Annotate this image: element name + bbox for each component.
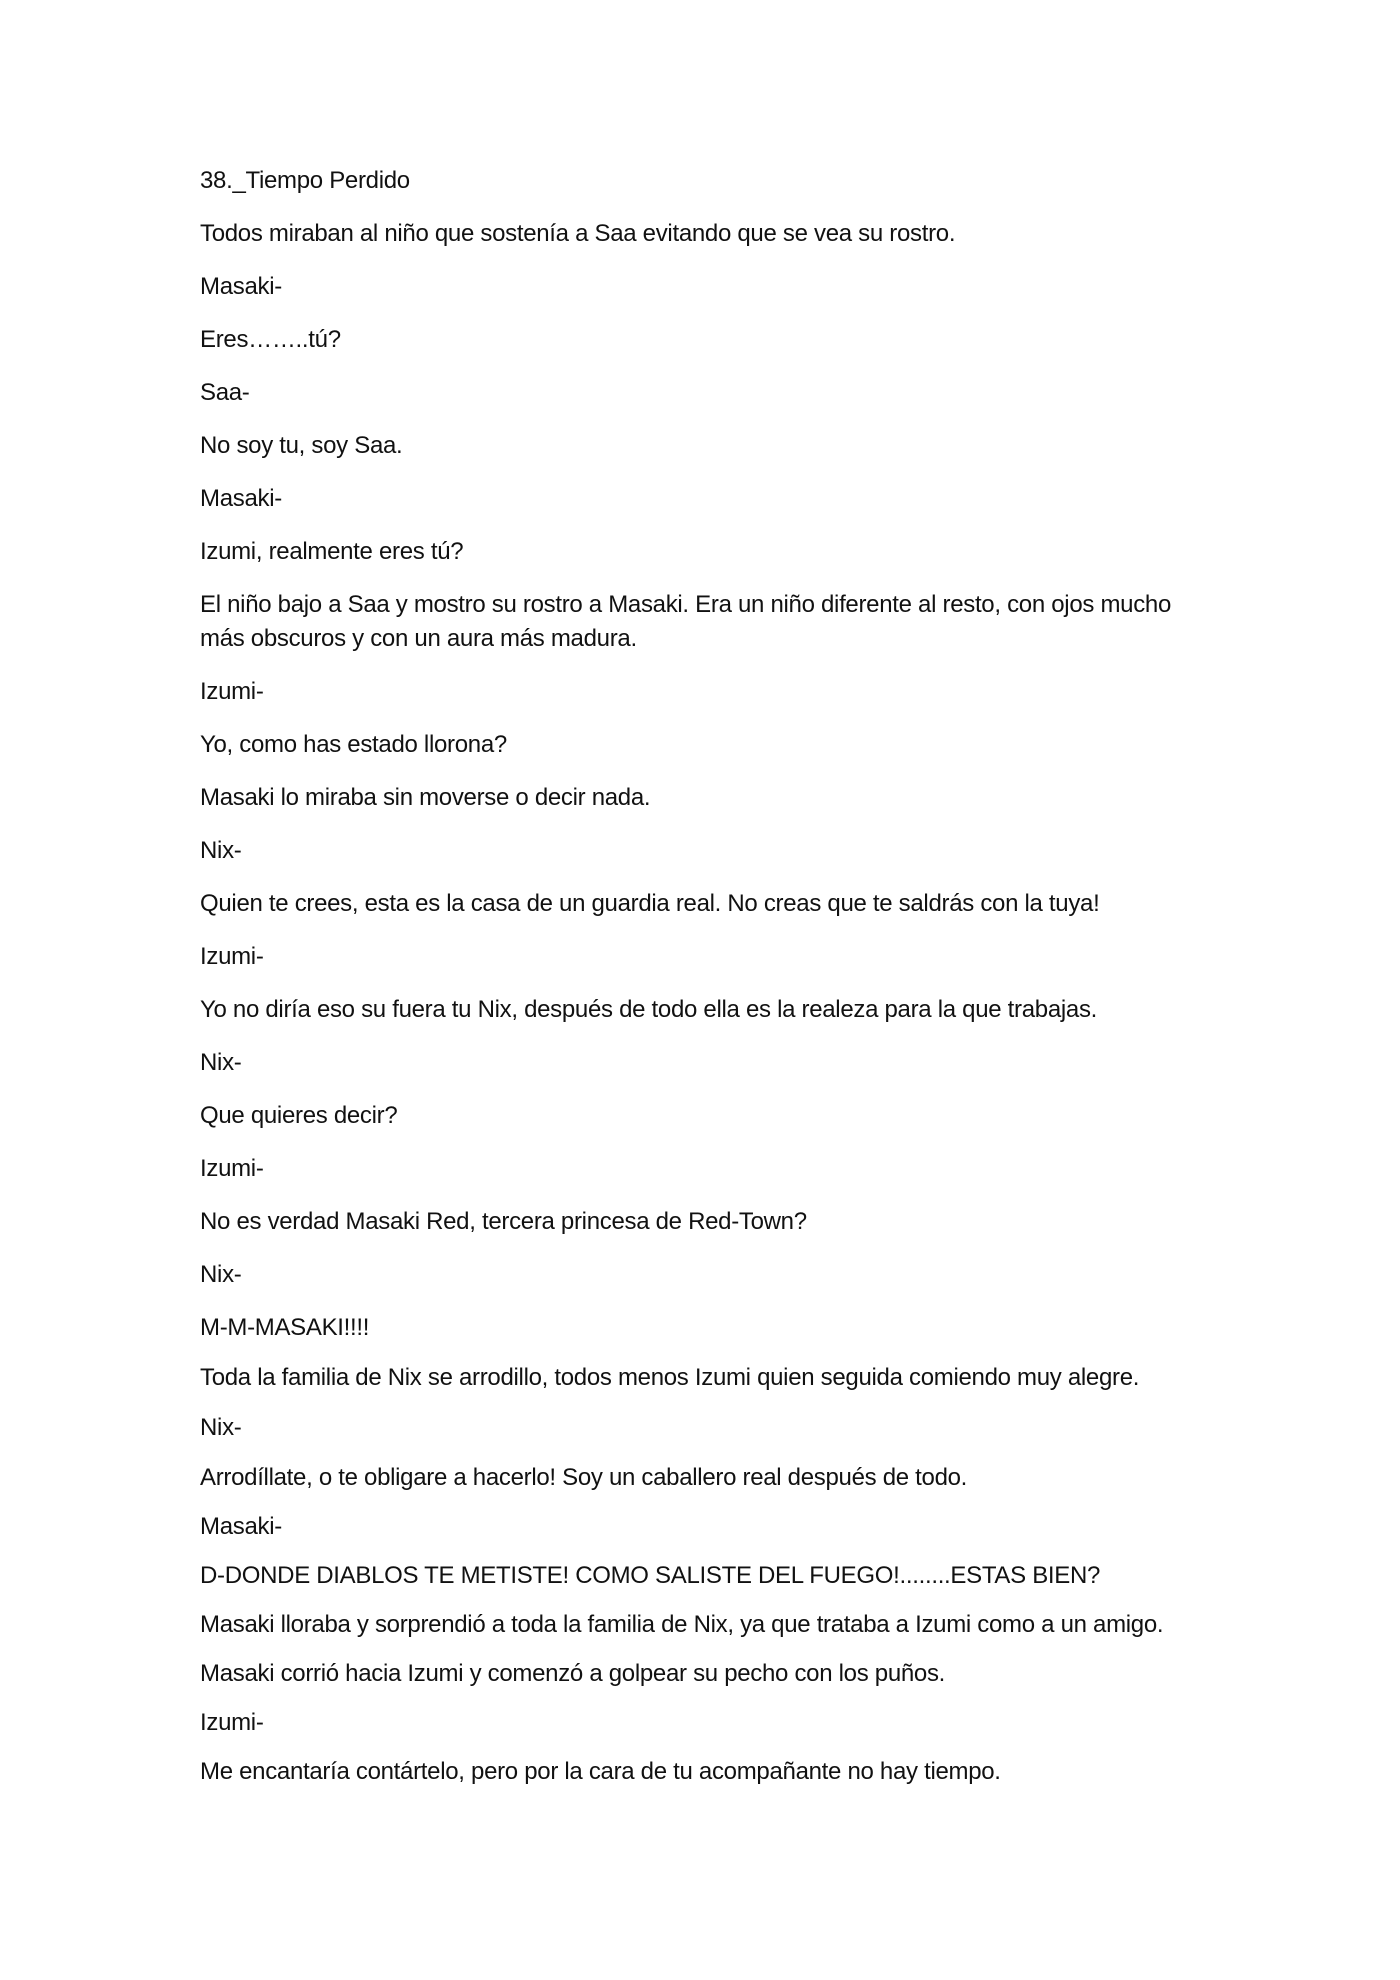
narration-line: Masaki lo miraba sin moverse o decir nada. [200,784,651,811]
speaker-label: Nix- [200,1414,242,1441]
speaker-label: Masaki- [200,273,282,300]
speaker-label: Izumi- [200,1709,264,1736]
dialogue-line: Quien te crees, esta es la casa de un guardia real. No creas que te saldrás con la tuya! [200,890,1100,917]
dialogue-line: No soy tu, soy Saa. [200,432,403,459]
narration-line: Toda la familia de Nix se arrodillo, todos menos Izumi quien seguida comiendo muy alegre. [200,1364,1140,1391]
dialogue-line: M-M-MASAKI!!!! [200,1314,370,1341]
dialogue-line: Arrodíllate, o te obligare a hacerlo! Soy un caballero real después de todo. [200,1464,968,1491]
speaker-label: Izumi- [200,1155,264,1182]
narration-line: Masaki corrió hacia Izumi y comenzó a golpear su pecho con los puños. [200,1660,946,1687]
chapter-title: 38._Tiempo Perdido [200,167,410,194]
dialogue-line: Yo, como has estado llorona? [200,731,507,758]
document-body [200,164,1200,1789]
narration-line: Todos miraban al niño que sostenía a Saa evitando que se vea su rostro. [200,220,956,247]
dialogue-line: Eres……..tú? [200,326,341,353]
dialogue-line: No es verdad Masaki Red, tercera princesa de Red-Town? [200,1208,807,1235]
speaker-label: Masaki- [200,485,282,512]
speaker-label: Masaki- [200,1513,282,1540]
dialogue-line: Izumi, realmente eres tú? [200,538,464,565]
narration-line: Masaki lloraba y sorprendió a toda la familia de Nix, ya que trataba a Izumi como a un amigo. [200,1611,1164,1638]
dialogue-line: Yo no diría eso su fuera tu Nix, después de todo ella es la realeza para la que trabajas. [200,996,1098,1023]
narration-paragraph: El niño bajo a Saa y mostro su rostro a Masaki. Era un niño diferente al resto, con ojos mucho más obscuros y con un aura más madura. [200,591,1171,652]
speaker-label: Nix- [200,1261,242,1288]
dialogue-line: Que quieres decir? [200,1102,398,1129]
speaker-label: Izumi- [200,943,264,970]
speaker-label: Saa- [200,379,250,406]
dialogue-line: Me encantaría contártelo, pero por la cara de tu acompañante no hay tiempo. [200,1758,1001,1785]
dialogue-line: D-DONDE DIABLOS TE METISTE! COMO SALISTE DEL FUEGO!........ESTAS BIEN? [200,1562,1101,1589]
speaker-label: Izumi- [200,678,264,705]
speaker-label: Nix- [200,1049,242,1076]
speaker-label: Nix- [200,837,242,864]
